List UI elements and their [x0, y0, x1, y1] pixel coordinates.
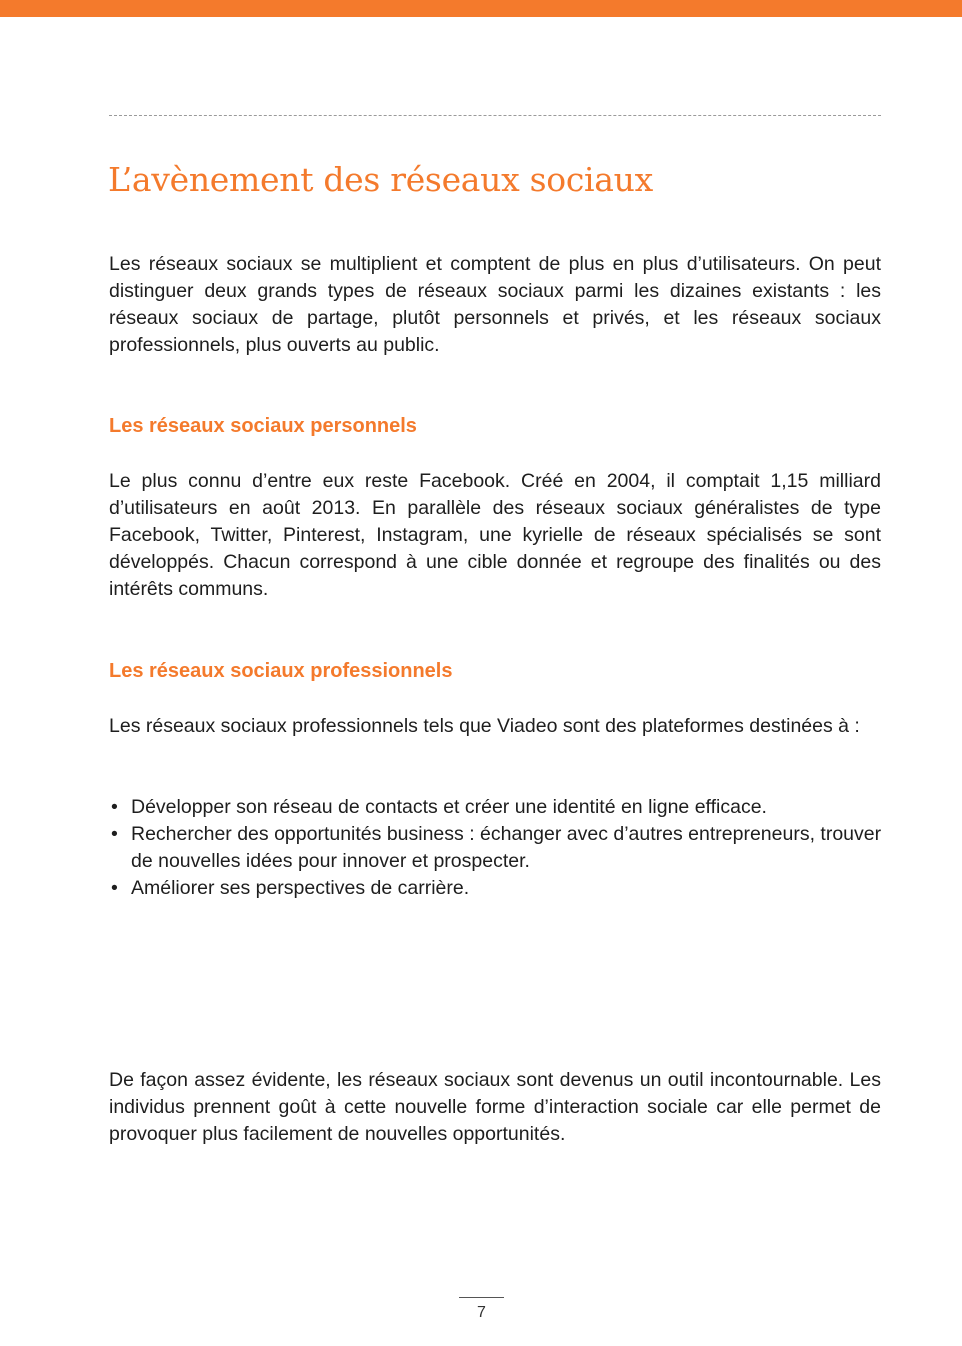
intro-paragraph: Les réseaux sociaux se multiplient et comptent de plus en plus d’utilisateurs. On peut distinguer deux grands types de réseaux sociaux parmi les dizaines existants : les réseaux sociaux de partage, plutôt personnels et privés, et les réseaux sociaux professionnels, plus ouverts au public.: [109, 253, 881, 356]
list-item: [109, 821, 889, 875]
list-item: [109, 794, 889, 821]
list-item-text: Rechercher des opportunités business : échanger avec d’autres entrepreneurs, trouver de nouvelles idées pour innover et prospecter.: [131, 823, 882, 872]
section-heading-professional: Les réseaux sociaux professionnels: [109, 660, 453, 682]
bullet-icon: •: [111, 796, 118, 818]
bullet-list: [109, 794, 889, 902]
professional-paragraph: Les réseaux sociaux professionnels tels que Viadeo sont des plateformes destinées à :: [109, 715, 860, 737]
top-accent-bar: [0, 0, 962, 17]
list-item: [109, 875, 889, 902]
page-title: L’avènement des réseaux sociaux: [108, 160, 653, 199]
bullet-icon: •: [111, 877, 118, 899]
bullet-icon: •: [111, 823, 118, 845]
section-heading-personal: Les réseaux sociaux personnels: [109, 415, 417, 437]
footer-rule: [459, 1297, 504, 1298]
personal-paragraph: Le plus connu d’entre eux reste Facebook. Créé en 2004, il comptait 1,15 milliard d’utilisateurs en août 2013. En parallèle des réseaux sociaux généralistes de type Facebook, Twitter, Pinterest, Instagram, une kyrielle de réseaux spécialisés se sont développés. Chacun correspond à une cible donnée et regroupe des finalités ou des intérêts communs.: [109, 470, 881, 600]
list-item-text: Améliorer ses perspectives de carrière.: [131, 877, 470, 899]
conclusion-paragraph: De façon assez évidente, les réseaux sociaux sont devenus un outil incontournable. Les individus prennent goût à cette nouvelle forme d’interaction sociale car elle permet de provoquer plus facilement de nouvelles opportunités.: [109, 1069, 881, 1145]
dashed-divider: [109, 115, 881, 116]
page-number: 7: [477, 1304, 486, 1321]
list-item-text: Développer son réseau de contacts et créer une identité en ligne efficace.: [131, 796, 767, 818]
